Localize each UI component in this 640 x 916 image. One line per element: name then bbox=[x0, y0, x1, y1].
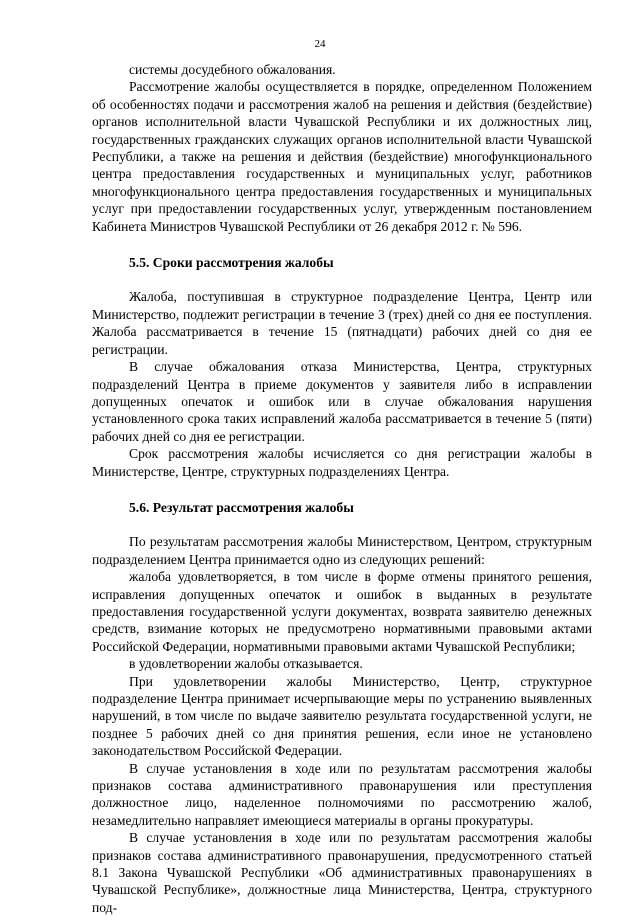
paragraph: жалоба удовлетворяется, в том числе в форме отмены принятого решения, исправления допущенных опечаток и ошибок в выданных в результате предоставления государственной услуги документах, возврата заявителю денежных средств, взимание которых не предусмотрено нормативными правовыми актами Российской Федерации, нормативными правовыми актами Чувашской Республики; bbox=[92, 569, 592, 654]
paragraph: Жалоба, поступившая в структурное подразделение Центра, Центр или Министерство, подлежит регистрации в течение 3 (трех) дней со дня ее поступления. Жалоба рассматривается в течение 15 (пятнадцати) рабочих дней со дня ее регистрации. bbox=[92, 289, 592, 357]
paragraph: При удовлетворении жалобы Министерство, Центр, структурное подразделение Центра принимает исчерпывающие меры по устранению выявленных нарушений, в том числе по выдаче заявителю результата государственной услуги, не позднее 5 рабочих дней со дня принятия решения, если иное не установлено законодательством Российской Федерации. bbox=[92, 673, 592, 759]
paragraph: В случае обжалования отказа Министерства, Центра, структурных подразделений Центра в приеме документов у заявителя либо в исправлении допущенных опечаток и ошибок или в случае обжалования нарушения установленного срока таких исправлений жалоба рассматривается в течение 5 (пяти) рабочих дней со дня ее регистрации. bbox=[92, 359, 592, 444]
document-body bbox=[92, 61, 592, 916]
section-heading-5-5: 5.5. Сроки рассмотрения жалобы bbox=[129, 255, 334, 271]
paragraph: В случае установления в ходе или по результатам рассмотрения жалобы признаков состава административного правонарушения или преступления должностное лицо, наделенное полномочиями по рассмотрению жалоб, незамедлительно направляет имеющиеся материалы в органы прокуратуры. bbox=[92, 760, 592, 828]
paragraph: в удовлетворении жалобы отказывается. bbox=[129, 656, 363, 672]
paragraph: системы досудебного обжалования. bbox=[129, 62, 336, 77]
paragraph: Рассмотрение жалобы осуществляется в порядке, определенном Положением об особенностях подачи и рассмотрения жалоб на решения и действия (бездействие) органов исполнительной власти Чувашской Республики и их должностных лиц, государственных гражданских служащих органов исполнительной власти Чувашской Республики, а также на решения и действия (бездействие) многофункционального центра предоставления государственных и муниципальных услуг, работников многофункционального центра предоставления государственных и муниципальных услуг при предоставлении государственных услуг, утвержденным постановлением Кабинета Министров Чувашской Республики от 26 декабря 2012 г. № 596. bbox=[92, 79, 592, 234]
paragraph: Срок рассмотрения жалобы исчисляется со дня регистрации жалобы в Министерстве, Центре, структурных подразделениях Центра. bbox=[92, 446, 592, 479]
paragraph: В случае установления в ходе или по результатам рассмотрения жалобы признаков состава административного правонарушения, предусмотренного статьей 8.1 Закона Чувашской Республики «Об административных правонарушениях в Чувашской Республике», должностные лица Министерства, Центра, структурного под- bbox=[92, 830, 592, 915]
section-heading-5-6: 5.6. Результат рассмотрения жалобы bbox=[129, 499, 354, 515]
page-number: 24 bbox=[314, 38, 326, 50]
paragraph: По результатам рассмотрения жалобы Министерством, Центром, структурным подразделением Центра принимается одно из следующих решений: bbox=[92, 534, 592, 567]
